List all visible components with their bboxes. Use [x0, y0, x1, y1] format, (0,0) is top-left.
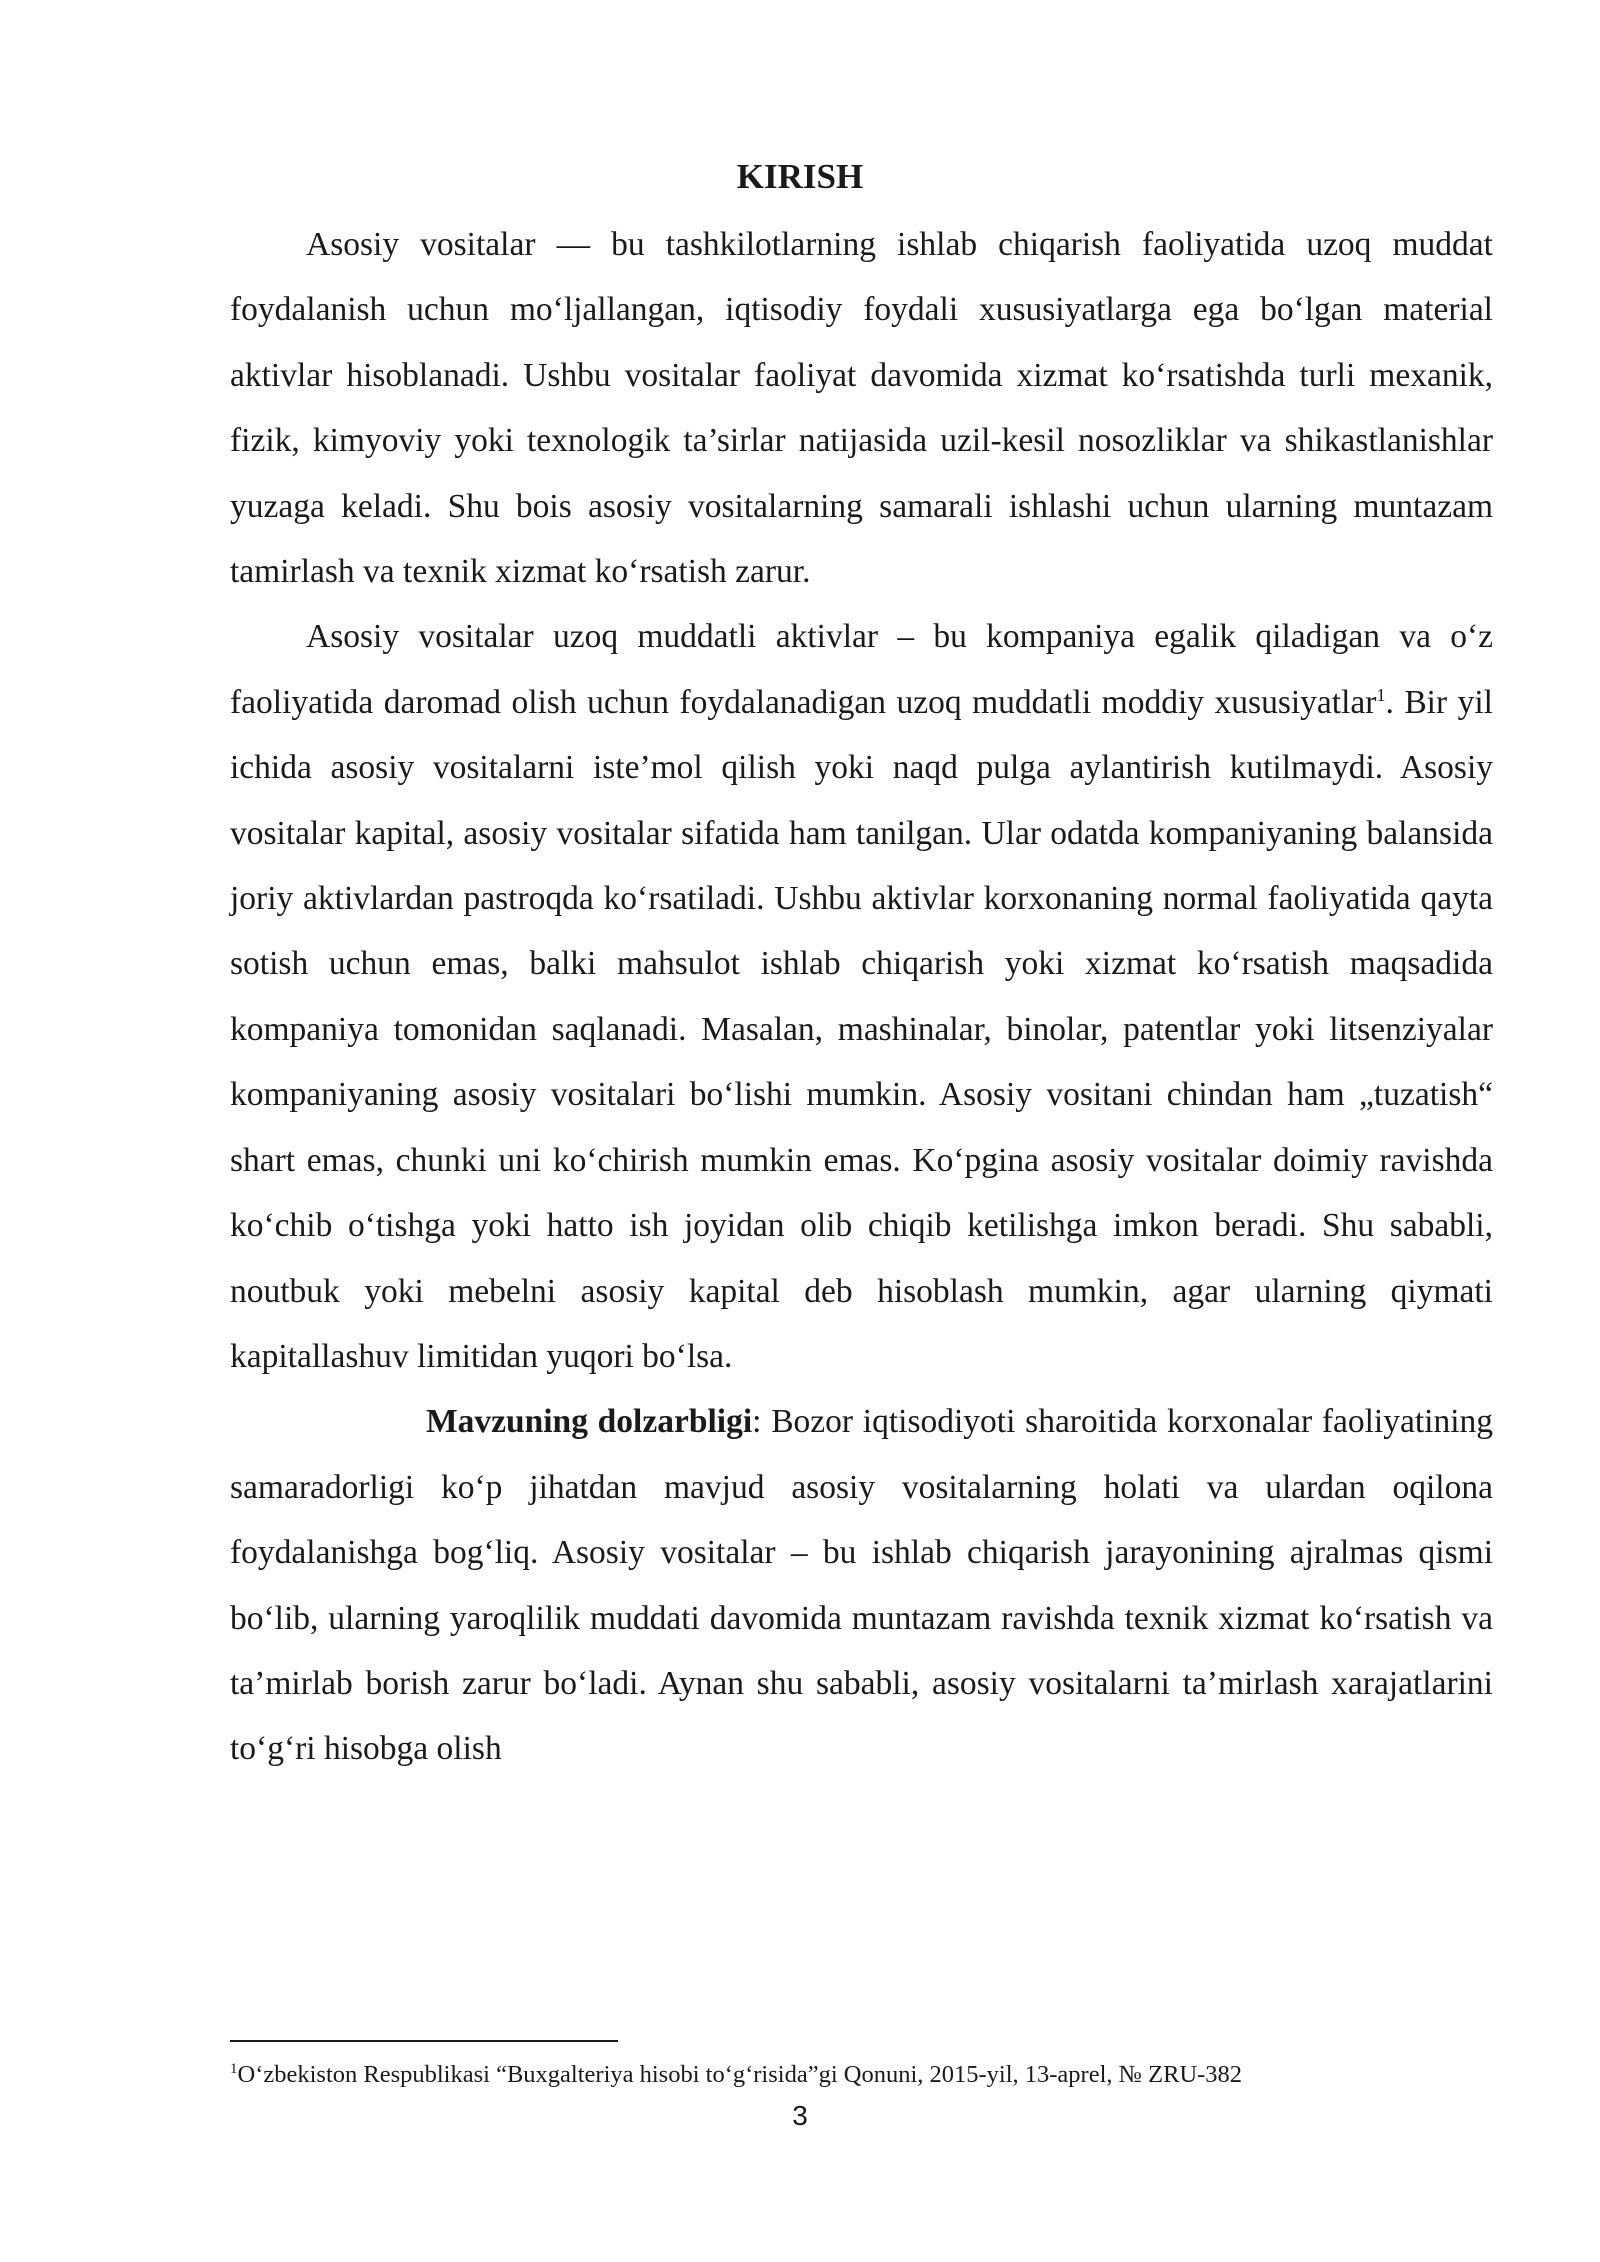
relevance-colon: :: [752, 1403, 762, 1441]
body-text: [230, 212, 1493, 1782]
relevance-heading: Mavzuning dolzarbligi: [426, 1403, 753, 1441]
footnote-divider: [230, 2040, 618, 2042]
page-number: 3: [792, 2100, 808, 2131]
relevance-text: Bozor iqtisodiyoti sharoitida korxonalar faoliyatining samaradorligi ko‘p jihatdan mavjud asosiy vositalarning holati va ulardan oqilona foydalanishga bog‘liq. Asosiy vositalar – bu ishlab chiqarish jarayonining ajralmas qismi bo‘lib, ularning yaroqlilik muddati davomida muntazam ravishda texnik xizmat ko‘rsatish va ta’mirlab borish zarur bo‘ladi. Aynan shu sababli, asosiy vositalarni ta’mirlash xarajatlarini to‘g‘ri hisobga olish: [230, 1403, 1494, 1768]
paragraph-intro: Asosiy vositalar — bu tashkilotlarning ishlab chiqarish faoliyatida uzoq muddat foydalanish uchun mo‘ljallangan, iqtisodiy foydali xususiyatlarga ega bo‘lgan material aktivlar hisoblanadi. Ushbu vositalar faoliyat davomida xizmat ko‘rsatishda turli mexanik, fizik, kimyoviy yoki texnologik ta’sirlar natijasida uzil-kesil nosozliklar va shikastlanishlar yuzaga keladi. Shu bois asosiy vositalarning samarali ishlashi uchun ularning muntazam tamirlash va texnik xizmat ko‘rsatish zarur.: [230, 226, 1493, 591]
paragraph-relevance: [230, 1389, 1493, 1781]
section-title: KIRISH: [736, 157, 864, 196]
footnote-reference[interactable]: 1: [1376, 684, 1386, 705]
footnote-text: O‘zbekiston Respublikasi “Buxgalteriya hisobi to‘g‘risida”gi Qonuni, 2015-yil, 13-aprel, № ZRU-382: [237, 2061, 1243, 2088]
paragraph-definition: [230, 604, 1493, 1389]
footnote: [230, 2058, 1530, 2092]
paragraph-definition-start: Asosiy vositalar uzoq muddatli aktivlar – bu kompaniya egalik qiladigan va o‘z faoliyatida daromad olish uchun foydalanadigan uzoq muddatli moddiy xususiyatlar: [230, 618, 1493, 721]
paragraph-definition-rest: . Bir yil ichida asosiy vositalarni iste’mol qilish yoki naqd pulga aylantirish kutilmaydi. Asosiy vositalar kapital, asosiy vositalar sifatida ham tanilgan. Ular odatda kompaniyaning balansida joriy aktivlardan pastroqda ko‘rsatiladi. Ushbu aktivlar korxonaning normal faoliyatida qayta sotish uchun emas, balki mahsulot ishlab chiqarish yoki xizmat ko‘rsatish maqsadida kompaniya tomonidan saqlanadi. Masalan, mashinalar, binolar, patentlar yoki litsenziyalar kompaniyaning asosiy vositalari bo‘lishi mumkin. Asosiy vositani chindan ham „tuzatish“ shart emas, chunki uni ko‘chirish mumkin emas. Ko‘pgina asosiy vositalar doimiy ravishda ko‘chib o‘tishga yoki hatto ish joyidan olib chiqib ketilishga imkon beradi. Shu sababli, noutbuk yoki mebelni asosiy kapital deb hisoblash mumkin, agar ularning qiymati kapitallashuv limitidan yuqori bo‘lsa.: [230, 683, 1493, 1375]
footnote-number: 1: [230, 2060, 238, 2077]
